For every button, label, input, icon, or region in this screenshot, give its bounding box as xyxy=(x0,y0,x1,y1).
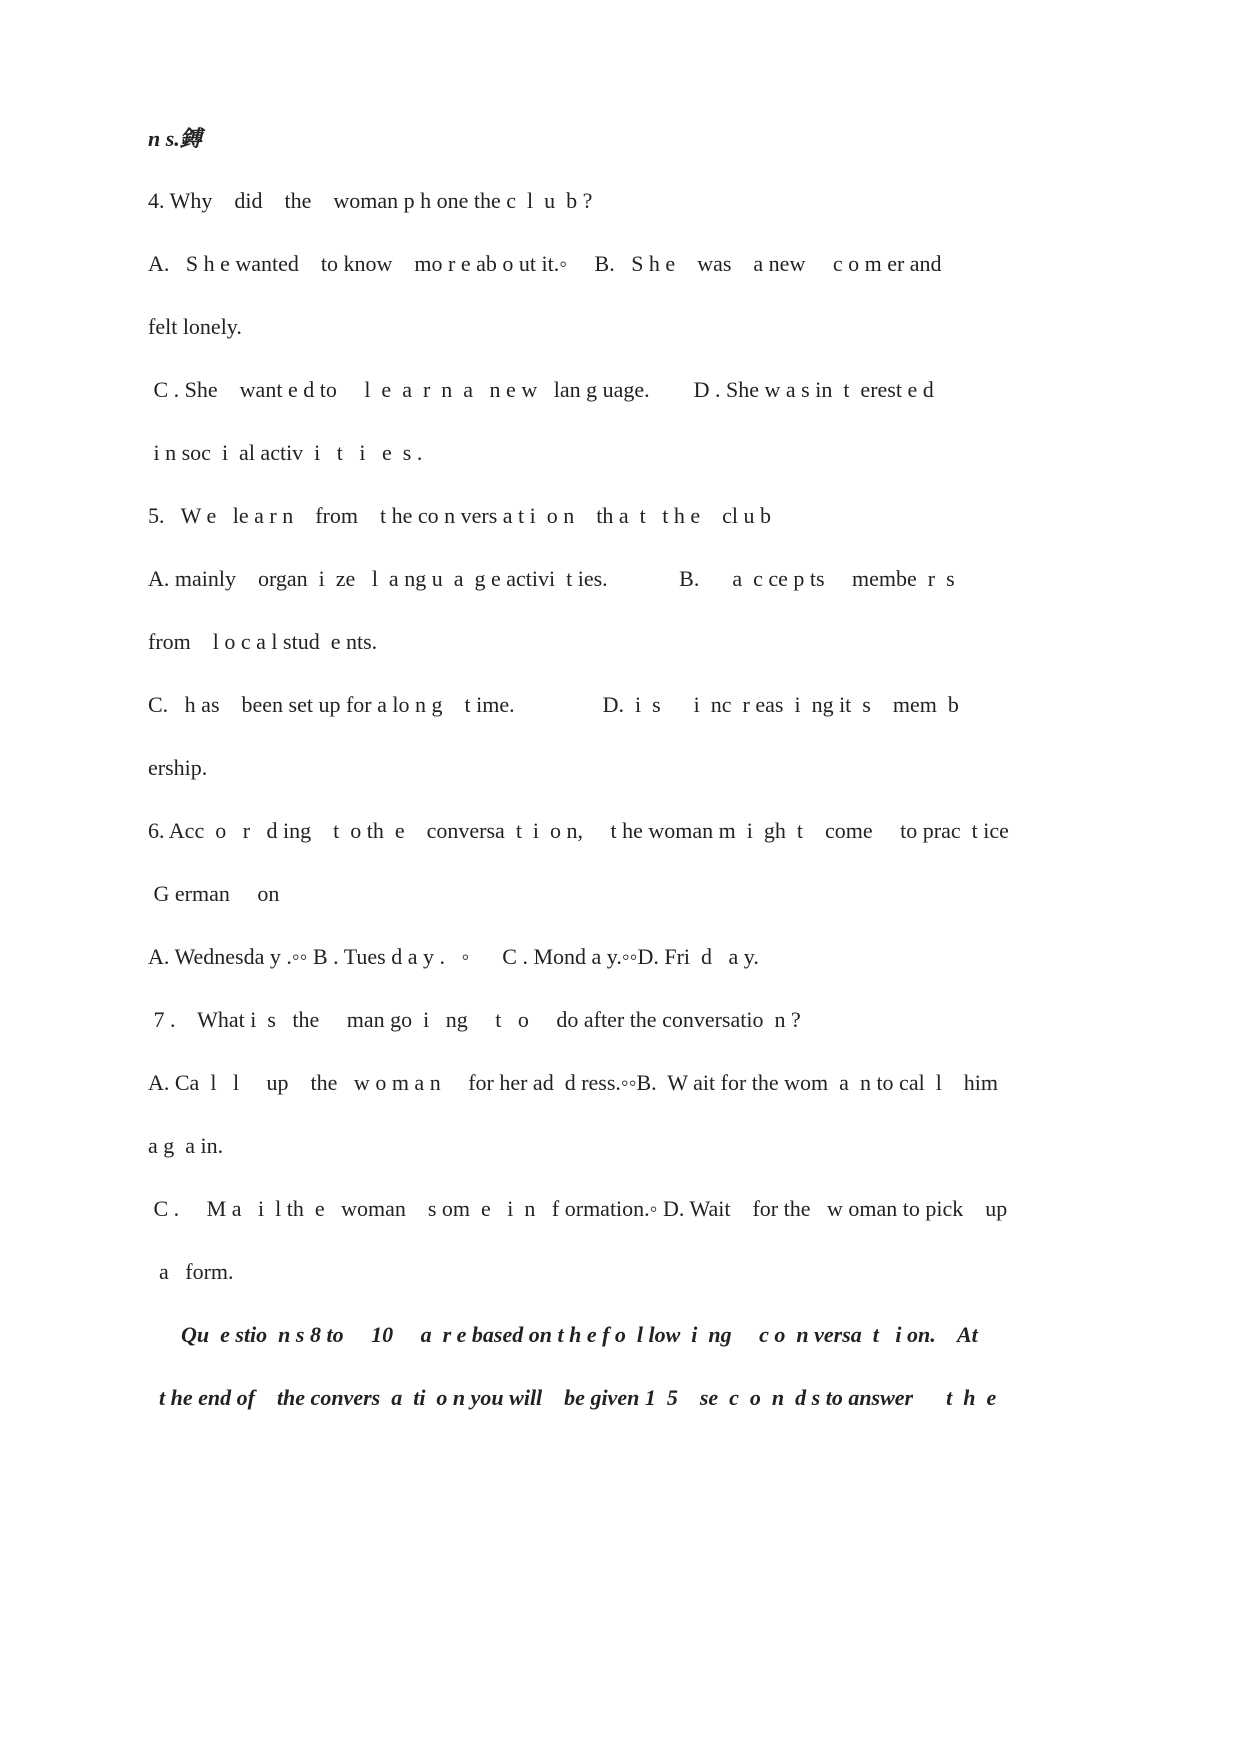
question-6-options: A. Wednesda y .◦◦ B . Tues d a y . ◦ C . Mond a y.◦◦D. Fri d a y. xyxy=(148,944,759,969)
section-instruction-cont: t he end of the convers a ti o n you will be given 1 5 se c o n d s to answer t h e xyxy=(148,1385,997,1410)
question-7-options-cd-cont: a form. xyxy=(148,1259,234,1284)
text-line-continuation: n s.鎛 xyxy=(148,126,202,151)
question-7-options-ab-cont: a g a in. xyxy=(148,1133,224,1158)
question-5-options-ab-cont: from l o c a l stud e nts. xyxy=(148,629,378,654)
question-6-cont: G erman on xyxy=(148,881,280,906)
question-5-options-ab: A. mainly organ i ze l a ng u a g e activi t ies. B. a c ce p ts membe r s xyxy=(148,566,955,591)
question-5-options-cd-cont: ership. xyxy=(148,755,208,780)
question-4-options-cd-cont: i n soc i al activ i t i e s . xyxy=(148,440,423,465)
section-instruction: Qu e stio n s 8 to 10 a r e based on t h e f o l low i ng c o n versa t i on. At xyxy=(148,1322,978,1347)
question-5-options-cd: C. h as been set up for a lo n g t ime. D. i s i nc r eas i ng it s mem b xyxy=(148,692,959,717)
question-7-options-cd: C . M a i l th e woman s om e i n f ormation.◦ D. Wait for the w oman to pick up xyxy=(148,1196,1008,1221)
question-4: 4. Why did the woman p h one the c l u b ? xyxy=(148,188,593,213)
question-5: 5. W e le a r n from t he co n vers a t i o n th a t t h e cl u b xyxy=(148,503,771,528)
question-4-options-ab: A. S h e wanted to know mo r e ab o ut it.◦ B. S h e was a new c o m er and xyxy=(148,251,942,276)
question-4-options-cd: C . She want e d to l e a r n a n e w lan g uage. D . She w a s in t erest e d xyxy=(148,377,934,402)
question-6: 6. Acc o r d ing t o th e conversa t i o n, t he woman m i gh t come to prac t ice xyxy=(148,818,1009,843)
question-7: 7 . What i s the man go i ng t o do after the conversatio n ? xyxy=(148,1007,801,1032)
question-7-options-ab: A. Ca l l up the w o m a n for her ad d ress.◦◦B. W ait for the wom a n to cal l him xyxy=(148,1070,999,1095)
question-4-options-ab-cont: felt lonely. xyxy=(148,314,242,339)
